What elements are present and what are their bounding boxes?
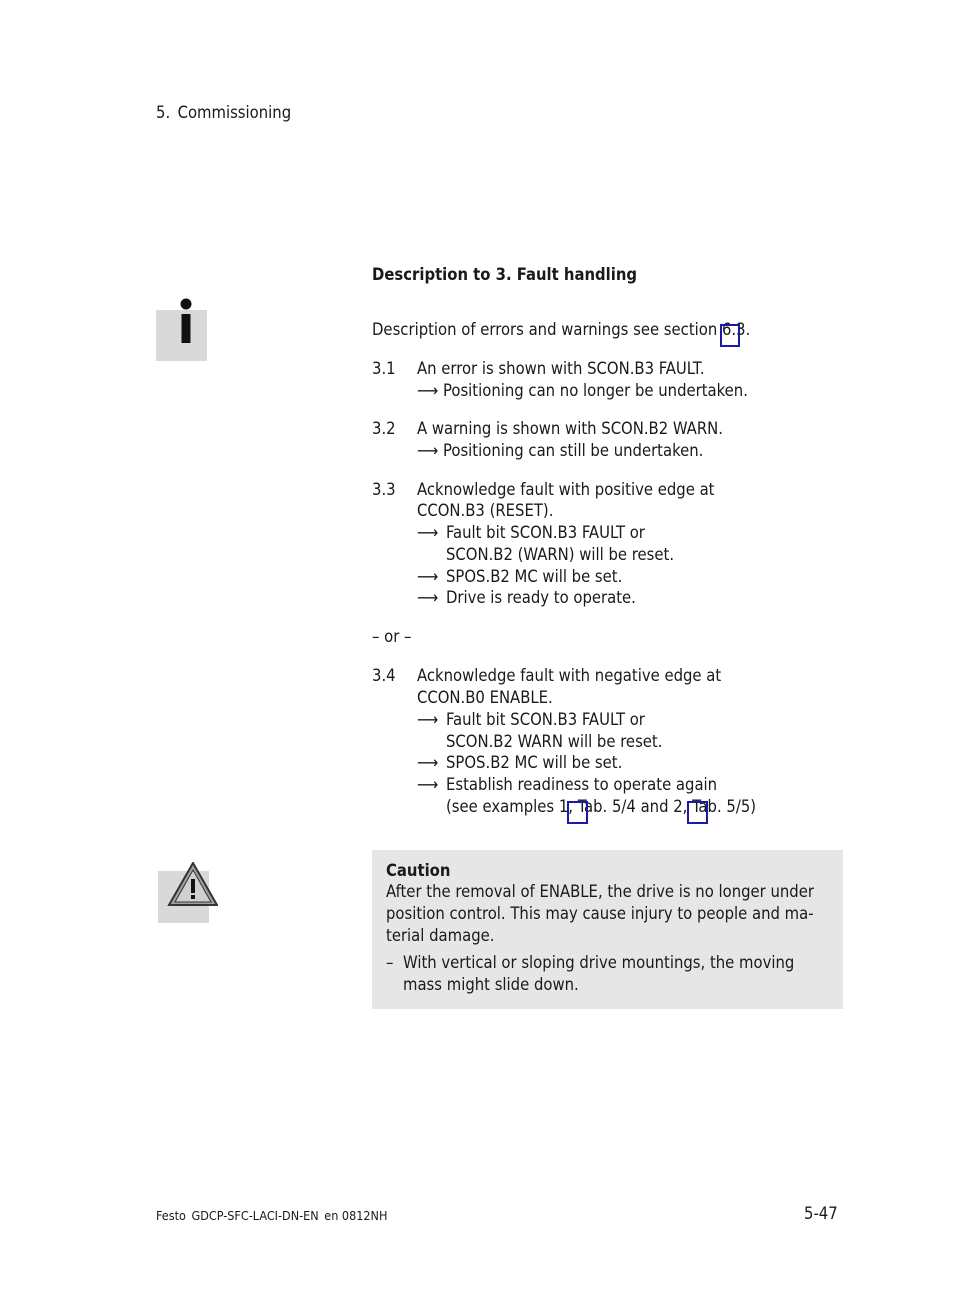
step-text: CCON.B0 ENABLE. — [417, 688, 553, 707]
arrow-icon: ⟶ — [417, 441, 439, 460]
caution-box — [372, 850, 843, 1009]
arrow-icon: ⟶ — [417, 710, 439, 729]
step-number: 3.1 — [372, 359, 396, 378]
caution-bullet-line: With vertical or sloping drive mountings, the moving — [403, 953, 795, 972]
caution-bullet-line: mass might slide down. — [403, 975, 579, 994]
arrow-icon: ⟶ — [417, 775, 439, 794]
step-number: 3.4 — [372, 666, 396, 685]
result-text: Drive is ready to operate. — [446, 588, 636, 607]
arrow-icon: ⟶ — [417, 523, 439, 542]
example-2-link[interactable] — [687, 801, 708, 824]
result-text: SPOS.B2 MC will be set. — [446, 753, 623, 772]
or-separator: – or – — [372, 627, 412, 646]
bullet-dash: – — [386, 953, 394, 972]
result-text: Positioning can still be undertaken. — [443, 441, 704, 460]
result-text: Fault bit SCON.B3 FAULT or — [446, 710, 645, 729]
step-text: CCON.B3 (RESET). — [417, 501, 554, 520]
warning-triangle-icon — [158, 862, 218, 923]
step-number: 3.2 — [372, 419, 396, 438]
step-text: Acknowledge fault with negative edge at — [417, 666, 722, 685]
result-text: Positioning can no longer be undertaken. — [443, 381, 748, 400]
result-text: SCON.B2 WARN will be reset. — [446, 732, 663, 751]
caution-body-line: After the removal of ENABLE, the drive is no longer under — [386, 882, 814, 901]
arrow-icon: ⟶ — [417, 567, 439, 586]
result-text: (see examples 1, Tab. 5/4 and 2, Tab. 5/5) — [446, 797, 757, 816]
caution-body-line: position control. This may cause injury to people and ma- — [386, 904, 814, 923]
caution-body-line: terial damage. — [386, 926, 495, 945]
info-icon — [156, 298, 207, 361]
page-number: 5-47 — [804, 1204, 838, 1223]
result-text: SCON.B2 (WARN) will be reset. — [446, 545, 675, 564]
caution-title: Caution — [386, 861, 451, 880]
arrow-icon: ⟶ — [417, 381, 439, 400]
intro-text: Description of errors and warnings see section 6.3. — [372, 320, 751, 339]
arrow-icon: ⟶ — [417, 753, 439, 772]
step-number: 3.3 — [372, 480, 396, 499]
step-text: A warning is shown with SCON.B2 WARN. — [417, 419, 723, 438]
section-link[interactable] — [720, 324, 740, 347]
footer-doc-id: Festo GDCP-SFC-LACI-DN-EN en 0812NH — [156, 1208, 388, 1223]
chapter-header: 5. Commissioning — [156, 103, 292, 122]
step-text: An error is shown with SCON.B3 FAULT. — [417, 359, 705, 378]
result-text: Fault bit SCON.B3 FAULT or — [446, 523, 645, 542]
result-text: SPOS.B2 MC will be set. — [446, 567, 623, 586]
result-text: Establish readiness to operate again — [446, 775, 718, 794]
section-heading: Description to 3. Fault handling — [372, 265, 638, 284]
step-text: Acknowledge fault with positive edge at — [417, 480, 715, 499]
example-1-link[interactable] — [567, 801, 588, 824]
arrow-icon: ⟶ — [417, 588, 439, 607]
